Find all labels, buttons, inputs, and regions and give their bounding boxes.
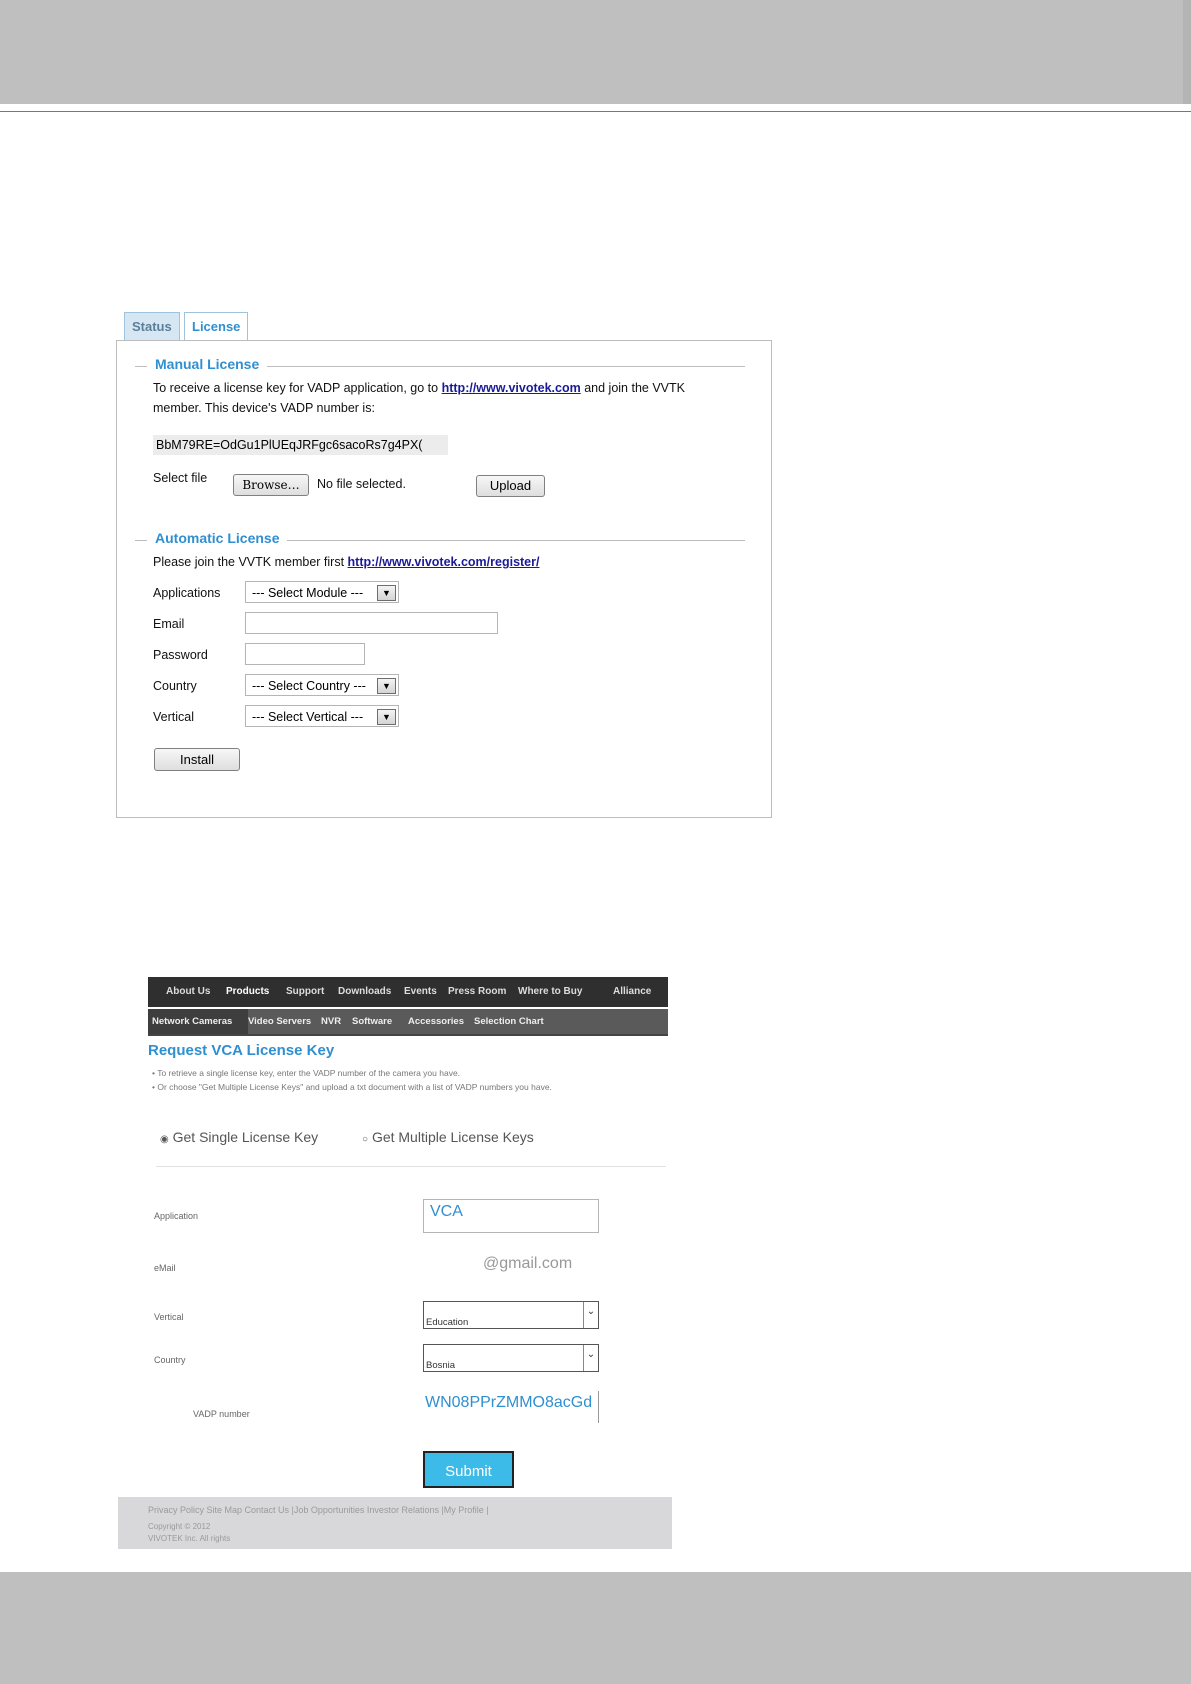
select-file-label: Select file [153, 471, 208, 485]
vertical-select-value: --- Select Vertical --- [252, 710, 364, 724]
instruction-bullet: • Or choose "Get Multiple License Keys" and upload a txt document with a list of VADP numbers you have. [152, 1082, 552, 1092]
vertical-dropdown[interactable] [423, 1301, 599, 1329]
nav-where-to-buy[interactable]: Where to Buy [518, 986, 583, 997]
tab-status[interactable]: Status [124, 312, 180, 341]
desc-text-pre: To receive a license key for VADP application, go to [153, 381, 442, 395]
sub-navigation [148, 1009, 668, 1036]
install-button[interactable]: Install [154, 748, 240, 771]
nav-press-room[interactable]: Press Room [448, 986, 507, 997]
email-value[interactable]: @gmail.com [483, 1255, 573, 1272]
manual-license-title: Manual License [147, 356, 267, 372]
country-label: Country [154, 1355, 186, 1365]
chevron-down-icon[interactable]: ▼ [377, 709, 396, 725]
subnav-network-cameras[interactable]: Network Cameras [148, 1009, 248, 1034]
join-member-text [153, 555, 539, 569]
vadp-number-value[interactable]: WN08PPrZMMO8acGd [425, 1394, 593, 1411]
subnav-software[interactable]: Software [352, 1016, 393, 1027]
vivotek-request-license-screenshot [118, 967, 672, 1549]
chevron-down-icon[interactable]: ▼ [377, 678, 396, 694]
password-label: Password [153, 648, 208, 662]
chevron-down-icon[interactable]: ▼ [377, 585, 396, 601]
no-file-selected-text: No file selected. [317, 477, 406, 491]
nav-downloads[interactable]: Downloads [338, 986, 392, 997]
footer-copyright: Copyright © 2012 [148, 1522, 211, 1531]
manual-license-description-line2: member. This device's VADP number is: [153, 401, 375, 415]
subnav-video-servers[interactable]: Video Servers [248, 1016, 312, 1027]
applications-select-value: --- Select Module --- [252, 586, 364, 600]
multiple-keys-label: Get Multiple License Keys [371, 1129, 534, 1145]
page-footer-band [0, 1572, 1191, 1684]
vertical-label: Vertical [154, 1312, 184, 1322]
scrollbar-track[interactable] [1183, 0, 1191, 104]
application-label: Application [154, 1211, 199, 1221]
submit-button[interactable]: Submit [423, 1451, 514, 1488]
nav-events[interactable]: Events [404, 986, 437, 997]
browse-button[interactable]: Browse… [233, 474, 309, 496]
application-value: VCA [430, 1203, 463, 1220]
join-text: Please join the VVTK member first [153, 555, 348, 569]
upload-button[interactable]: Upload [476, 475, 545, 497]
radio-unselected-icon[interactable]: ○ [362, 1134, 369, 1145]
country-label: Country [153, 679, 197, 693]
applications-select[interactable] [245, 581, 399, 603]
country-dropdown[interactable] [423, 1344, 599, 1372]
field-edge [598, 1391, 599, 1423]
tab-license[interactable]: License [184, 312, 248, 342]
footer-links[interactable]: Privacy Policy Site Map Contact Us |Job Opportunities Investor Relations |My Profile | [148, 1505, 489, 1515]
subnav-selection-chart[interactable]: Selection Chart [474, 1016, 544, 1027]
radio-selected-icon[interactable]: ◉ [160, 1134, 169, 1145]
manual-license-description [153, 381, 733, 395]
password-field[interactable] [245, 643, 365, 665]
chevron-down-icon[interactable]: ⌄ [583, 1345, 598, 1371]
vertical-value: Education [426, 1317, 469, 1328]
vadp-number: BbM79RE=OdGu1PlUEqJRFgc6sacoRs7g4PX( [153, 435, 448, 455]
site-footer [118, 1497, 672, 1549]
header-rule [0, 111, 1191, 112]
country-value: Bosnia [426, 1360, 456, 1371]
nav-support[interactable]: Support [286, 986, 325, 997]
multiple-keys-option[interactable] [362, 1129, 534, 1145]
email-label: Email [153, 617, 185, 631]
form-divider [156, 1166, 666, 1167]
desc-text-post: and join the VVTK [580, 381, 685, 395]
chevron-down-icon[interactable]: ⌄ [583, 1302, 598, 1328]
main-navigation [148, 977, 668, 1007]
subnav-accessories[interactable]: Accessories [408, 1016, 464, 1027]
license-panel [116, 340, 772, 818]
email-label: eMail [154, 1263, 176, 1273]
country-select[interactable] [245, 674, 399, 696]
instruction-bullet: • To retrieve a single license key, enter the VADP number of the camera you have. [152, 1068, 461, 1078]
request-heading: Request VCA License Key [148, 1042, 335, 1059]
vivotek-link[interactable]: http://www.vivotek.com [441, 381, 581, 395]
vertical-select[interactable] [245, 705, 399, 727]
country-select-value: --- Select Country --- [252, 679, 366, 693]
nav-alliance[interactable]: Alliance [613, 986, 652, 997]
bullet-text: Or choose "Get Multiple License Keys" and upload a txt document with a list of VADP numbers you have. [157, 1082, 552, 1092]
footer-company: VIVOTEK Inc. All rights [148, 1534, 231, 1543]
nav-products[interactable]: Products [226, 986, 270, 997]
bullet-text: To retrieve a single license key, enter the VADP number of the camera you have. [157, 1068, 461, 1078]
license-settings-screenshot [116, 312, 772, 818]
page-header-band [0, 0, 1191, 104]
single-key-option[interactable] [160, 1129, 318, 1145]
vadp-number-label: VADP number [193, 1409, 250, 1419]
nav-about-us[interactable]: About Us [166, 986, 211, 997]
subnav-nvr[interactable]: NVR [321, 1016, 342, 1027]
vertical-label: Vertical [153, 710, 194, 724]
single-key-label: Get Single License Key [172, 1129, 319, 1145]
register-link[interactable]: http://www.vivotek.com/register/ [347, 555, 540, 569]
email-field[interactable] [245, 612, 498, 634]
applications-label: Applications [153, 586, 221, 600]
automatic-license-title: Automatic License [147, 530, 287, 546]
